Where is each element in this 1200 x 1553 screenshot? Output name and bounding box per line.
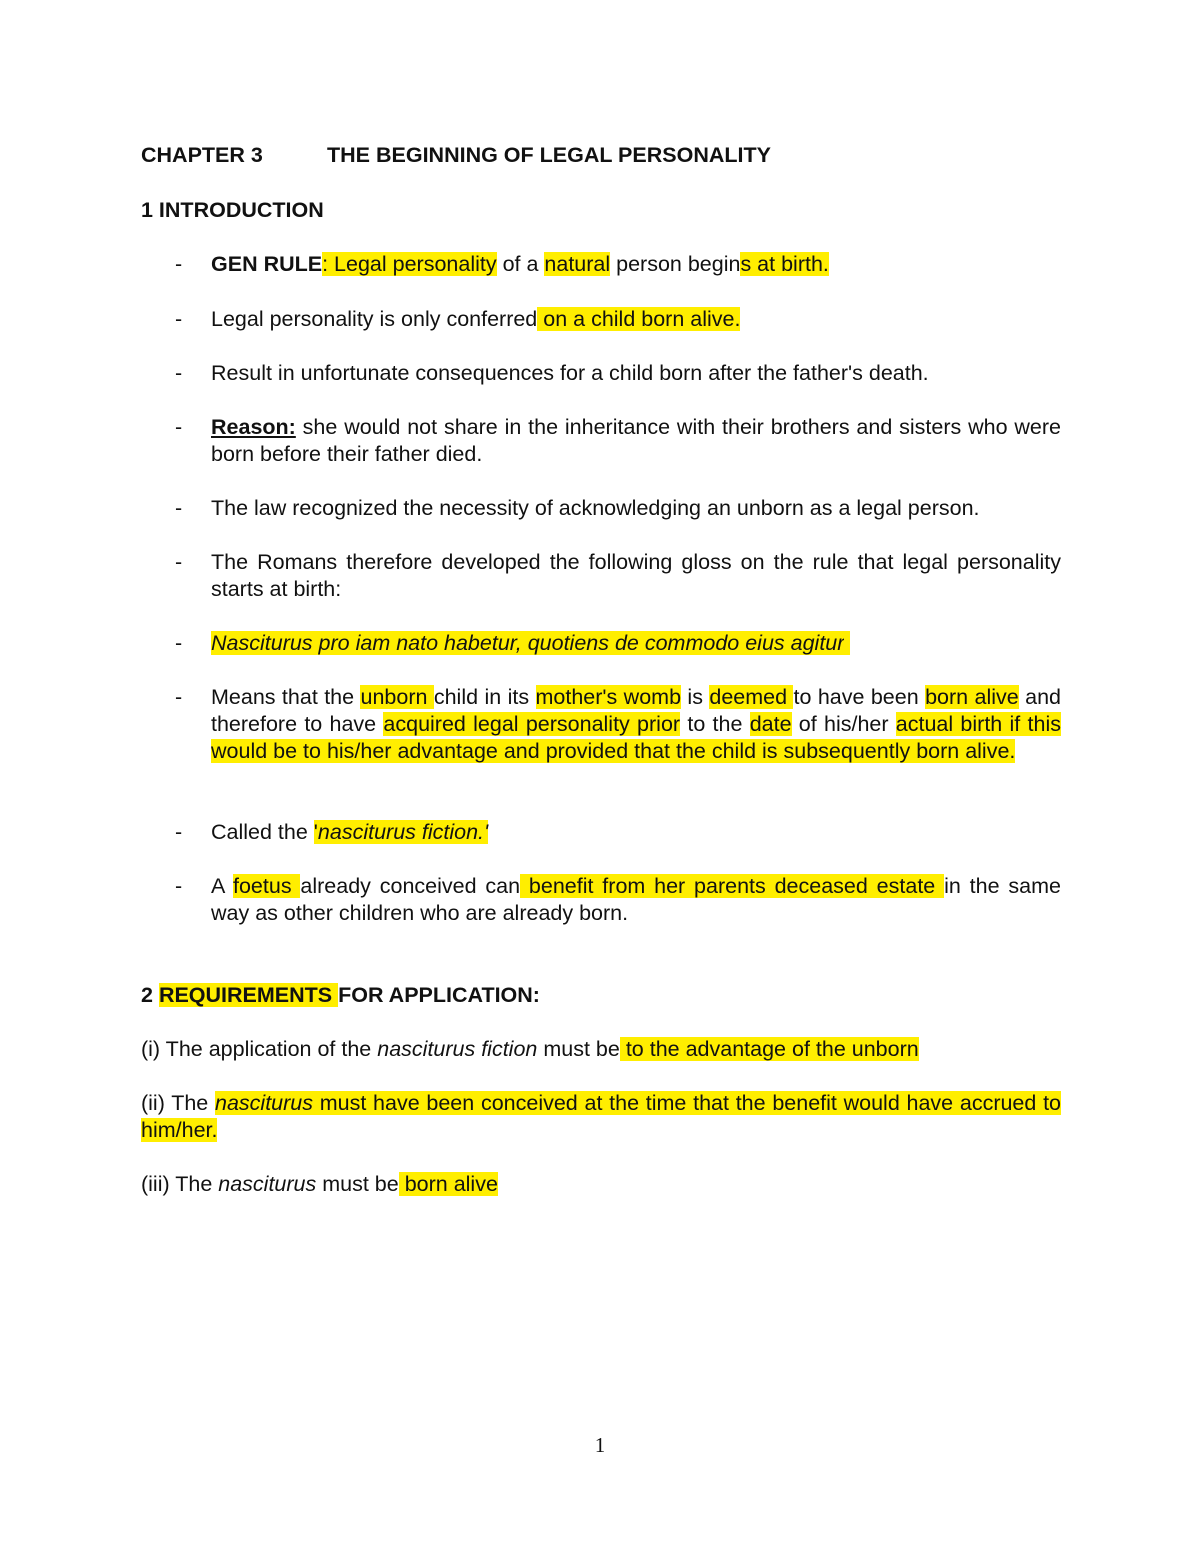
highlight: Nasciturus pro iam nato habetur, quotiens de commodo eius agitur [211,631,845,655]
chapter-heading [141,143,771,168]
highlight: REQUIREMENTS [158,983,339,1007]
text-run: (iii) The [141,1172,219,1196]
text-run: A [211,874,233,898]
text-run: in the same way as other children who are already born. [211,874,1061,925]
highlight: mother's womb [535,685,682,709]
page-number: 1 [594,1433,606,1457]
text-run: Called the [211,820,314,844]
section-number: 2 [141,983,159,1007]
bullet-dash: - [175,685,183,709]
text-run: Legal personality is only conferred [211,307,538,331]
list-item-text: The Romans therefore developed the following gloss on the rule that legal personality starts at birth: [211,550,1061,601]
list-item-text [211,251,1061,278]
text-run: (ii) The [141,1091,215,1115]
chapter-number: CHAPTER 3 [141,143,263,167]
highlight: benefit from her parents deceased estate [520,874,945,898]
requirement-item [141,1036,1061,1063]
highlight: unborn [360,685,434,709]
highlight: acquired legal personality prior [383,712,681,736]
text-run: of his/her [791,712,896,736]
chapter-title: THE BEGINNING OF LEGAL PERSONALITY [327,143,771,167]
highlight: foetus [233,874,301,898]
highlight: on a child born alive. [537,307,741,331]
text-run: is [681,685,710,709]
bullet-dash: - [175,874,183,898]
text-run: must be [537,1037,620,1061]
highlight: actual birth if this would be to his/her advantage and provided that the child is subsequently born alive. [211,712,1061,763]
bullet-dash: - [175,415,183,439]
text-run: already conceived can [300,874,521,898]
text-run: to the [680,712,750,736]
text-run: (i) The application of the [141,1037,378,1061]
highlight: born alive [398,1172,498,1196]
section-heading-introduction: 1 INTRODUCTION [141,198,324,222]
text-run: Reason: [211,415,296,439]
text-run: nasciturus [218,1172,317,1196]
list-item-text [211,819,1061,846]
text-run: she would not share in the inheritance with their brothers and sisters who were born before their father died. [211,415,1061,466]
highlight: deemed [709,685,794,709]
highlight: nasciturus fiction.' [317,820,489,844]
highlight: must have been conceived at the time that the benefit would have accrued to him/her. [141,1091,1062,1142]
section-heading-requirements [141,982,1061,1009]
text-run: person begin [610,252,741,276]
highlight: s at birth. [740,252,829,276]
bullet-dash: - [175,361,183,385]
list-item-text: Result in unfortunate consequences for a child born after the father's death. [211,361,929,385]
text-run: nasciturus fiction [377,1037,538,1061]
list-item-text [211,873,1061,927]
requirement-item [141,1171,1061,1198]
highlight: ' [313,820,318,844]
text-run: child in its [433,685,536,709]
highlight: : Legal personality [322,252,497,276]
text-run: of a [496,252,545,276]
text-run: Means that the [211,685,361,709]
text-run: FOR APPLICATION: [338,983,540,1007]
highlight: natural [544,252,611,276]
list-item-text [211,630,1061,657]
bullet-dash: - [175,252,183,276]
bullet-dash: - [175,820,183,844]
highlight: to the advantage of the unborn [619,1037,919,1061]
list-item-text: The law recognized the necessity of acknowledging an unborn as a legal person. [211,496,980,520]
bullet-dash: - [175,496,183,520]
list-item-text [211,306,1061,333]
bullet-dash: - [175,550,183,574]
list-item-text [211,414,1061,468]
highlight: nasciturus [215,1091,313,1115]
bullet-dash: - [175,631,183,655]
highlight: born alive [925,685,1019,709]
highlight: date [749,712,792,736]
bullet-dash: - [175,307,183,331]
text-run: GEN RULE [211,252,323,276]
requirement-item [141,1090,1061,1144]
text-run: must be [316,1172,399,1196]
text-run: to have been [793,685,926,709]
text-run: and therefore to have [211,685,1062,736]
list-item-text [211,684,1061,765]
